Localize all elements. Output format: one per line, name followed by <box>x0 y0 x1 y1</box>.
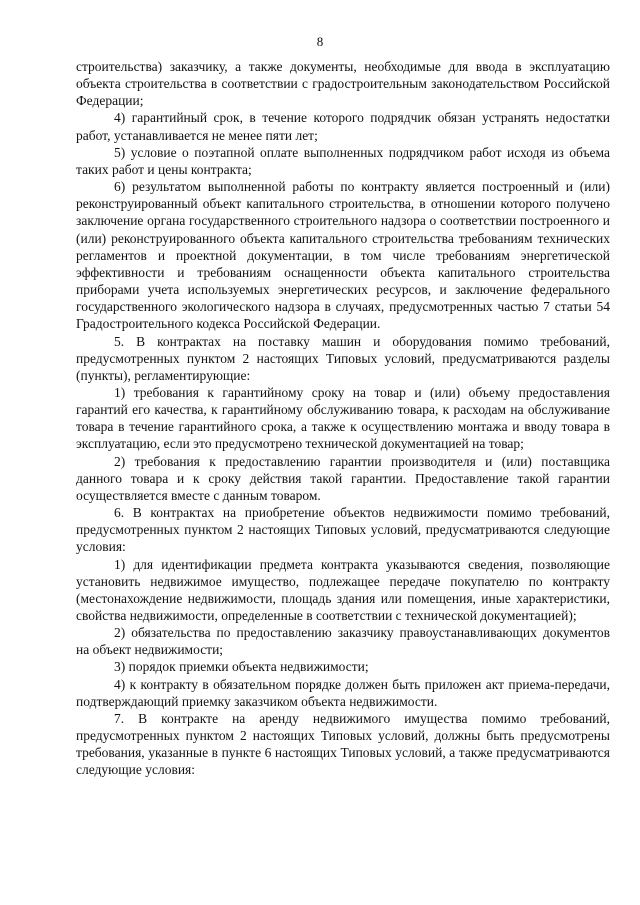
paragraph: 3) порядок приемки объекта недвижимости; <box>114 659 369 675</box>
paragraph: 4) к контракту в обязательном порядке должен быть приложен акт приема-передачи, подтверждающий приемку заказчиком объекта недвижимости. <box>76 676 610 709</box>
paragraph: 4) гарантийный срок, в течение которого подрядчик обязан устранять недостатки работ, устанавливается не менее пяти лет; <box>76 110 610 143</box>
document-body <box>76 58 610 779</box>
paragraph: 1) требования к гарантийному сроку на товар и (или) объему предоставления гарантий его качества, к гарантийному обслуживанию товара, к расходам на обслуживание товара в течение гарантийного срока, а также к осуществлению монтажа и вводу товара в эксплуатацию, если это предусмотрено технической документацией на товар; <box>76 384 610 452</box>
paragraph: 6. В контрактах на приобретение объектов недвижимости помимо требований, предусмотренных пунктом 2 настоящих Типовых условий, предусматриваются следующие условия: <box>76 505 610 555</box>
paragraph: 7. В контракте на аренду недвижимого имущества помимо требований, предусмотренных пунктом 2 настоящих Типовых условий, должны быть предусмотрены требования, указанные в пункте 6 настоящих Типовых условий, а также предусматриваются следующие условия: <box>76 710 610 778</box>
paragraph: 2) требования к предоставлению гарантии производителя и (или) поставщика данного товара и к сроку действия такой гарантии. Предоставление такой гарантии осуществляется вместе с данным товаром. <box>76 453 610 503</box>
paragraph: 2) обязательства по предоставлению заказчику правоустанавливающих документов на объект недвижимости; <box>76 625 610 658</box>
paragraph: строительства) заказчику, а также документы, необходимые для ввода в эксплуатацию объекта строительства в соответствии с градостроительным законодательством Российской Федерации; <box>76 59 610 109</box>
page-number: 8 <box>316 34 324 49</box>
paragraph: 5. В контрактах на поставку машин и оборудования помимо требований, предусмотренных пунктом 2 настоящих Типовых условий, предусматриваются разделы (пункты), регламентирующие: <box>76 333 610 383</box>
paragraph: 5) условие о поэтапной оплате выполненных подрядчиком работ исходя из объема таких работ и цены контракта; <box>76 144 610 177</box>
paragraph: 1) для идентификации предмета контракта указываются сведения, позволяющие установить недвижимое имущество, подлежащее передаче покупателю по контракту (местонахождение недвижимости, площадь здания или помещения, иные характеристики, свойства недвижимости, определенные в соответствии с технической документацией); <box>76 556 610 623</box>
paragraph: 6) результатом выполненной работы по контракту является построенный и (или) реконструированный объект капитального строительства, в отношении которого получено заключение органа государственного строительного надзора о соответствии построенного и (или) реконструированного объекта капитального строительства требованиям технических регламентов и проектной документации, в том числе требованиям энергетической эффективности и требованиям оснащенности объекта капитального строительства приборами учета используемых энергетических ресурсов, и заключение федерального государственного экологического надзора в случаях, предусмотренных частью 7 статьи 54 Градостроительного кодекса Российской Федерации. <box>76 179 610 332</box>
